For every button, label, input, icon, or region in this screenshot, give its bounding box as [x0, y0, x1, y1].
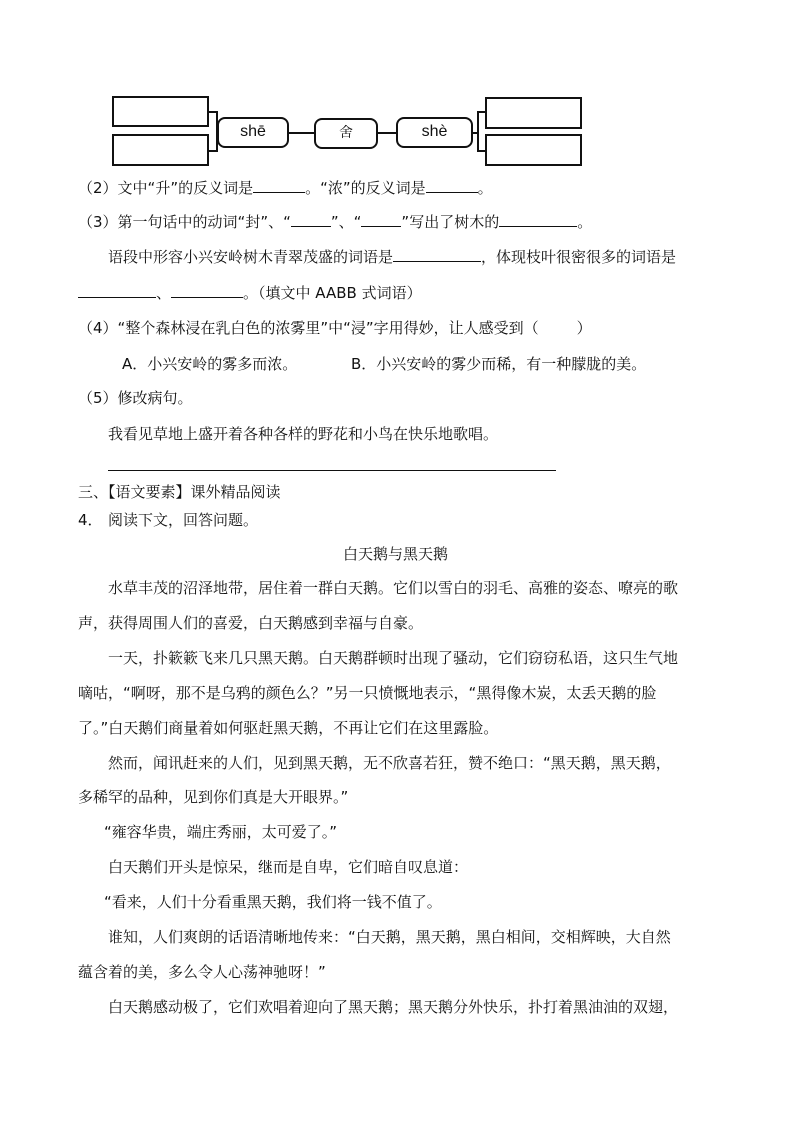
passage-line: 蕴含着的美，多么令人心荡神驰呀！”	[78, 963, 326, 981]
answer-box-top-right[interactable]	[485, 97, 582, 129]
passage-line: 嘀咕，“啊呀，那不是乌鸦的颜色么？”另一只愤慨地表示，“黑得像木炭，太丢天鹅的脸	[78, 684, 657, 702]
passage-title: 白天鹅与黑天鹅	[343, 545, 449, 563]
answer-blank[interactable]	[291, 212, 331, 227]
connector-line	[378, 132, 396, 134]
question-2	[78, 178, 493, 198]
faulty-sentence: 我看见草地上盛开着各种各样的野花和小鸟在快乐地歌唱。	[108, 425, 499, 443]
passage-line: 白天鹅们开头是惊呆，继而是自卑，它们暗自叹息道：	[108, 858, 469, 876]
question-3-line-2	[108, 247, 676, 267]
passage-line: “看来，人们十分看重黑天鹅，我们将一钱不值了。	[104, 893, 442, 911]
question-3	[78, 212, 592, 232]
passage-line: 水草丰茂的沼泽地带，居住着一群白天鹅。它们以雪白的羽毛、高雅的姿态、嘹亮的歌	[108, 579, 679, 597]
connector-line	[477, 111, 479, 152]
option-a[interactable]: A．小兴安岭的雾多而浓。	[122, 355, 298, 373]
answer-blank[interactable]	[426, 178, 478, 193]
question-number: （4）	[78, 319, 118, 337]
passage-line: 然而，闻讯赶来的人们，见到黑天鹅，无不欣喜若狂，赞不绝口：“黑天鹅，黑天鹅，	[108, 754, 671, 772]
answer-box-top-left[interactable]	[112, 96, 209, 127]
question-4-reading	[78, 510, 258, 530]
passage-line: 声，获得周围人们的喜爱，白天鹅感到幸福与自豪。	[78, 614, 424, 632]
question-text: ”、“	[330, 213, 362, 231]
question-text: 文中“升”的反义词是	[117, 179, 254, 197]
passage-line: 白天鹅感动极了，它们欢唱着迎向了黑天鹅；黑天鹅分外快乐，扑打着黑油油的双翅，	[108, 998, 679, 1016]
question-text: ，体现枝叶很密很多的词语是	[481, 248, 677, 266]
pinyin-box-she4: shè	[396, 117, 473, 148]
answer-blank[interactable]	[499, 212, 577, 227]
answer-blank[interactable]	[393, 247, 481, 262]
section-heading: 三、【语文要素】课外精品阅读	[78, 483, 281, 501]
question-number: 4．	[78, 511, 103, 529]
question-text: “整个森林浸在乳白色的浓雾里”中“浸”字用得妙，让人感受到（	[117, 319, 539, 337]
answer-box-bottom-right[interactable]	[485, 134, 582, 166]
passage-line: 谁知，人们爽朗的话语清晰地传来：“白天鹅，黑天鹅，黑白相间，交相辉映，大自然	[108, 928, 671, 946]
character-box: 舍	[314, 118, 378, 149]
question-text: 修改病句。	[117, 389, 193, 407]
question-number: （2）	[78, 179, 118, 197]
question-5	[78, 388, 193, 408]
answer-line[interactable]	[108, 470, 556, 471]
question-text: 。	[477, 179, 493, 197]
answer-blank[interactable]	[78, 283, 156, 298]
passage-line: 一天，扑簌簌飞来几只黑天鹅。白天鹅群顿时出现了骚动，它们窃窃私语，这只生气地	[108, 649, 679, 667]
question-text: 。（填文中 AABB 式词语）	[243, 284, 422, 302]
question-text: 、	[156, 284, 172, 302]
question-text: 第一句话中的动词“封”、“	[117, 213, 291, 231]
connector-line	[477, 111, 485, 113]
question-text: 阅读下文，回答问题。	[108, 511, 259, 529]
connector-line	[477, 150, 485, 152]
answer-blank[interactable]	[253, 178, 305, 193]
question-text: 语段中形容小兴安岭树木青翠茂盛的词语是	[108, 248, 394, 266]
passage-line: 了。”白天鹅们商量着如何驱赶黑天鹅，不再让它们在这里露脸。	[78, 719, 499, 737]
question-text: ”写出了树木的	[401, 213, 500, 231]
question-text: ）	[576, 319, 592, 337]
passage-line: “雍容华贵，端庄秀丽，太可爱了。”	[104, 823, 338, 841]
question-4	[78, 318, 592, 338]
question-number: （5）	[78, 389, 118, 407]
answer-blank[interactable]	[361, 212, 401, 227]
question-number: （3）	[78, 213, 118, 231]
option-b[interactable]: B．小兴安岭的雾少而稀，有一种朦胧的美。	[351, 355, 647, 373]
question-3-line-3	[78, 283, 422, 303]
answer-blank[interactable]	[171, 283, 243, 298]
question-text: 。“浓”的反义词是	[305, 179, 426, 197]
connector-line	[289, 132, 314, 134]
passage-line: 多稀罕的品种，见到你们真是大开眼界。”	[78, 788, 349, 806]
pinyin-box-she1: shē	[217, 117, 289, 148]
question-text: 。	[577, 213, 593, 231]
answer-box-bottom-left[interactable]	[112, 134, 209, 166]
